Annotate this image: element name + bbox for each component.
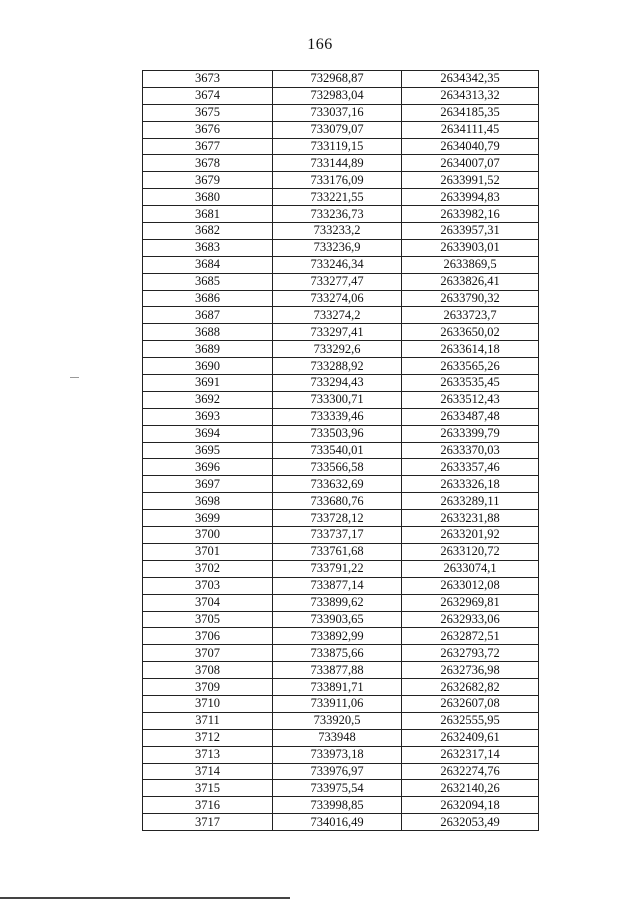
table-row (143, 358, 539, 375)
table-row (143, 729, 539, 746)
table-row (143, 611, 539, 628)
table-row (143, 560, 539, 577)
x-coordinate-cell: 733737,17 (273, 527, 402, 544)
y-coordinate-cell: 2633614,18 (402, 341, 539, 358)
point-number-cell: 3685 (143, 273, 273, 290)
x-coordinate-cell: 733294,43 (273, 375, 402, 392)
y-coordinate-cell: 2632094,18 (402, 797, 539, 814)
point-number-cell: 3713 (143, 746, 273, 763)
scan-artifact-mark (70, 377, 79, 378)
point-number-cell: 3707 (143, 645, 273, 662)
table-row (143, 71, 539, 88)
point-number-cell: 3692 (143, 391, 273, 408)
point-number-cell: 3689 (143, 341, 273, 358)
table-row (143, 408, 539, 425)
table-row (143, 307, 539, 324)
point-number-cell: 3676 (143, 121, 273, 138)
table-row (143, 662, 539, 679)
point-number-cell: 3709 (143, 679, 273, 696)
y-coordinate-cell: 2632274,76 (402, 763, 539, 780)
point-number-cell: 3717 (143, 814, 273, 831)
table-row (143, 695, 539, 712)
y-coordinate-cell: 2634111,45 (402, 121, 539, 138)
y-coordinate-cell: 2634313,32 (402, 87, 539, 104)
table-row (143, 814, 539, 831)
table-row (143, 425, 539, 442)
x-coordinate-cell: 733911,06 (273, 695, 402, 712)
point-number-cell: 3699 (143, 510, 273, 527)
point-number-cell: 3697 (143, 476, 273, 493)
x-coordinate-cell: 733948 (273, 729, 402, 746)
x-coordinate-cell: 733274,06 (273, 290, 402, 307)
x-coordinate-cell: 732968,87 (273, 71, 402, 88)
point-number-cell: 3702 (143, 560, 273, 577)
coordinates-table (142, 70, 539, 831)
x-coordinate-cell: 733503,96 (273, 425, 402, 442)
y-coordinate-cell: 2633370,03 (402, 442, 539, 459)
table-row (143, 712, 539, 729)
page-number: 166 (307, 36, 333, 53)
point-number-cell: 3674 (143, 87, 273, 104)
x-coordinate-cell: 733877,88 (273, 662, 402, 679)
x-coordinate-cell: 734016,49 (273, 814, 402, 831)
point-number-cell: 3698 (143, 493, 273, 510)
table-row (143, 577, 539, 594)
point-number-cell: 3703 (143, 577, 273, 594)
table-row (143, 391, 539, 408)
table-row (143, 375, 539, 392)
table-row (143, 121, 539, 138)
x-coordinate-cell: 733975,54 (273, 780, 402, 797)
x-coordinate-cell: 733920,5 (273, 712, 402, 729)
scan-edge-line (0, 897, 290, 899)
point-number-cell: 3704 (143, 594, 273, 611)
x-coordinate-cell: 733176,09 (273, 172, 402, 189)
x-coordinate-cell: 733791,22 (273, 560, 402, 577)
x-coordinate-cell: 732983,04 (273, 87, 402, 104)
y-coordinate-cell: 2633991,52 (402, 172, 539, 189)
point-number-cell: 3696 (143, 459, 273, 476)
table-row (143, 324, 539, 341)
y-coordinate-cell: 2633903,01 (402, 239, 539, 256)
x-coordinate-cell: 733899,62 (273, 594, 402, 611)
point-number-cell: 3683 (143, 239, 273, 256)
point-number-cell: 3710 (143, 695, 273, 712)
table-row (143, 746, 539, 763)
y-coordinate-cell: 2633326,18 (402, 476, 539, 493)
point-number-cell: 3687 (143, 307, 273, 324)
table-row (143, 543, 539, 560)
point-number-cell: 3705 (143, 611, 273, 628)
y-coordinate-cell: 2633826,41 (402, 273, 539, 290)
table-row (143, 628, 539, 645)
point-number-cell: 3706 (143, 628, 273, 645)
y-coordinate-cell: 2633012,08 (402, 577, 539, 594)
table-row (143, 206, 539, 223)
x-coordinate-cell: 733144,89 (273, 155, 402, 172)
point-number-cell: 3693 (143, 408, 273, 425)
point-number-cell: 3675 (143, 104, 273, 121)
y-coordinate-cell: 2632555,95 (402, 712, 539, 729)
y-coordinate-cell: 2633487,48 (402, 408, 539, 425)
y-coordinate-cell: 2633982,16 (402, 206, 539, 223)
y-coordinate-cell: 2633994,83 (402, 189, 539, 206)
point-number-cell: 3690 (143, 358, 273, 375)
y-coordinate-cell: 2632053,49 (402, 814, 539, 831)
y-coordinate-cell: 2634342,35 (402, 71, 539, 88)
x-coordinate-cell: 733037,16 (273, 104, 402, 121)
y-coordinate-cell: 2632607,08 (402, 695, 539, 712)
y-coordinate-cell: 2632933,06 (402, 611, 539, 628)
point-number-cell: 3695 (143, 442, 273, 459)
y-coordinate-cell: 2633399,79 (402, 425, 539, 442)
x-coordinate-cell: 733761,68 (273, 543, 402, 560)
point-number-cell: 3686 (143, 290, 273, 307)
y-coordinate-cell: 2633231,88 (402, 510, 539, 527)
point-number-cell: 3708 (143, 662, 273, 679)
point-number-cell: 3711 (143, 712, 273, 729)
table-row (143, 341, 539, 358)
x-coordinate-cell: 733119,15 (273, 138, 402, 155)
x-coordinate-cell: 733079,07 (273, 121, 402, 138)
table-row (143, 797, 539, 814)
point-number-cell: 3679 (143, 172, 273, 189)
table-body (143, 71, 539, 831)
y-coordinate-cell: 2633723,7 (402, 307, 539, 324)
y-coordinate-cell: 2633512,43 (402, 391, 539, 408)
point-number-cell: 3682 (143, 223, 273, 240)
y-coordinate-cell: 2632140,26 (402, 780, 539, 797)
x-coordinate-cell: 733288,92 (273, 358, 402, 375)
point-number-cell: 3684 (143, 256, 273, 273)
x-coordinate-cell: 733903,65 (273, 611, 402, 628)
table-row (143, 104, 539, 121)
x-coordinate-cell: 733246,34 (273, 256, 402, 273)
y-coordinate-cell: 2632969,81 (402, 594, 539, 611)
x-coordinate-cell: 733892,99 (273, 628, 402, 645)
x-coordinate-cell: 733277,47 (273, 273, 402, 290)
x-coordinate-cell: 733540,01 (273, 442, 402, 459)
x-coordinate-cell: 733632,69 (273, 476, 402, 493)
point-number-cell: 3715 (143, 780, 273, 797)
x-coordinate-cell: 733875,66 (273, 645, 402, 662)
x-coordinate-cell: 733292,6 (273, 341, 402, 358)
table-row (143, 645, 539, 662)
y-coordinate-cell: 2633357,46 (402, 459, 539, 476)
point-number-cell: 3701 (143, 543, 273, 560)
point-number-cell: 3716 (143, 797, 273, 814)
point-number-cell: 3680 (143, 189, 273, 206)
table-row (143, 273, 539, 290)
x-coordinate-cell: 733998,85 (273, 797, 402, 814)
table-row (143, 763, 539, 780)
x-coordinate-cell: 733339,46 (273, 408, 402, 425)
table-row (143, 493, 539, 510)
point-number-cell: 3673 (143, 71, 273, 88)
y-coordinate-cell: 2632872,51 (402, 628, 539, 645)
x-coordinate-cell: 733728,12 (273, 510, 402, 527)
table-row (143, 87, 539, 104)
point-number-cell: 3677 (143, 138, 273, 155)
point-number-cell: 3714 (143, 763, 273, 780)
y-coordinate-cell: 2632317,14 (402, 746, 539, 763)
y-coordinate-cell: 2633120,72 (402, 543, 539, 560)
y-coordinate-cell: 2634007,07 (402, 155, 539, 172)
table-row (143, 189, 539, 206)
y-coordinate-cell: 2634040,79 (402, 138, 539, 155)
y-coordinate-cell: 2633289,11 (402, 493, 539, 510)
table-row (143, 459, 539, 476)
y-coordinate-cell: 2633790,32 (402, 290, 539, 307)
y-coordinate-cell: 2633565,26 (402, 358, 539, 375)
table-row (143, 172, 539, 189)
point-number-cell: 3691 (143, 375, 273, 392)
point-number-cell: 3688 (143, 324, 273, 341)
y-coordinate-cell: 2633201,92 (402, 527, 539, 544)
x-coordinate-cell: 733233,2 (273, 223, 402, 240)
y-coordinate-cell: 2633074,1 (402, 560, 539, 577)
y-coordinate-cell: 2632682,82 (402, 679, 539, 696)
x-coordinate-cell: 733891,71 (273, 679, 402, 696)
x-coordinate-cell: 733297,41 (273, 324, 402, 341)
y-coordinate-cell: 2633650,02 (402, 324, 539, 341)
point-number-cell: 3678 (143, 155, 273, 172)
x-coordinate-cell: 733300,71 (273, 391, 402, 408)
table-row (143, 223, 539, 240)
table-row (143, 290, 539, 307)
table-row (143, 679, 539, 696)
y-coordinate-cell: 2633535,45 (402, 375, 539, 392)
table-row (143, 594, 539, 611)
x-coordinate-cell: 733236,9 (273, 239, 402, 256)
table-row (143, 527, 539, 544)
table-row (143, 239, 539, 256)
table-row (143, 256, 539, 273)
x-coordinate-cell: 733274,2 (273, 307, 402, 324)
point-number-cell: 3712 (143, 729, 273, 746)
y-coordinate-cell: 2633957,31 (402, 223, 539, 240)
x-coordinate-cell: 733680,76 (273, 493, 402, 510)
point-number-cell: 3700 (143, 527, 273, 544)
table-row (143, 155, 539, 172)
x-coordinate-cell: 733566,58 (273, 459, 402, 476)
x-coordinate-cell: 733976,97 (273, 763, 402, 780)
table-row (143, 138, 539, 155)
x-coordinate-cell: 733877,14 (273, 577, 402, 594)
table-row (143, 442, 539, 459)
table-row (143, 476, 539, 493)
point-number-cell: 3681 (143, 206, 273, 223)
y-coordinate-cell: 2633869,5 (402, 256, 539, 273)
x-coordinate-cell: 733236,73 (273, 206, 402, 223)
y-coordinate-cell: 2632736,98 (402, 662, 539, 679)
y-coordinate-cell: 2634185,35 (402, 104, 539, 121)
table-row (143, 780, 539, 797)
y-coordinate-cell: 2632409,61 (402, 729, 539, 746)
table-row (143, 510, 539, 527)
y-coordinate-cell: 2632793,72 (402, 645, 539, 662)
x-coordinate-cell: 733973,18 (273, 746, 402, 763)
x-coordinate-cell: 733221,55 (273, 189, 402, 206)
point-number-cell: 3694 (143, 425, 273, 442)
